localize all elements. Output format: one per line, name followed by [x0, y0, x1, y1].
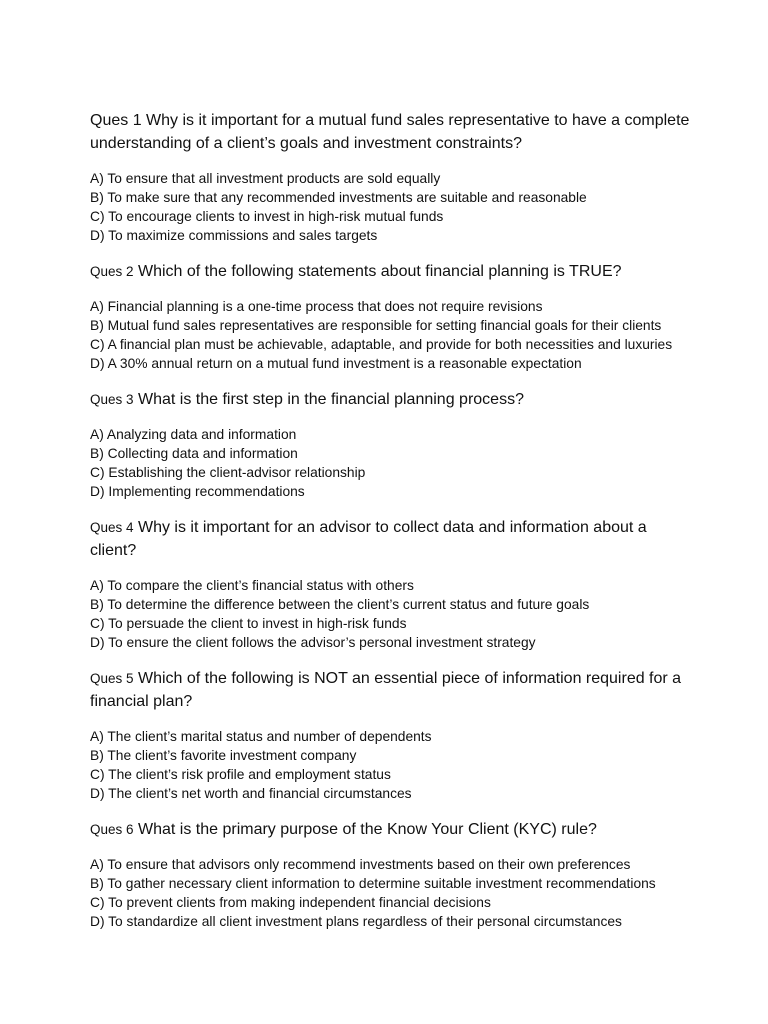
question-5-heading: [90, 667, 690, 713]
question-2-option-d: D) A 30% annual return on a mutual fund investment is a reasonable expectation: [90, 356, 582, 371]
question-4-option-c: C) To persuade the client to invest in high-risk funds: [90, 616, 407, 631]
question-5-option-c: C) The client’s risk profile and employment status: [90, 767, 391, 782]
question-3-options: [90, 425, 690, 501]
question-2-option-a: A) Financial planning is a one-time process that does not require revisions: [90, 299, 543, 314]
question-1-option-b: B) To make sure that any recommended investments are suitable and reasonable: [90, 190, 587, 205]
question-6-options: [90, 855, 690, 931]
question-4-heading: [90, 516, 690, 562]
question-1-prefix: Ques 1: [90, 112, 142, 129]
question-2-prefix: Ques 2: [90, 264, 134, 279]
question-4-option-d: D) To ensure the client follows the advisor’s personal investment strategy: [90, 635, 536, 650]
question-5-option-a: A) The client’s marital status and number of dependents: [90, 729, 432, 744]
question-3-option-b: B) Collecting data and information: [90, 446, 298, 461]
question-3: [90, 388, 690, 501]
question-6-option-d: D) To standardize all client investment plans regardless of their personal circumstances: [90, 914, 622, 929]
question-3-option-c: C) Establishing the client-advisor relationship: [90, 465, 366, 480]
question-6-prefix: Ques 6: [90, 822, 134, 837]
question-1-heading: [90, 109, 690, 155]
question-6-option-a: A) To ensure that advisors only recommend investments based on their own preferences: [90, 857, 631, 872]
question-5-option-b: B) The client’s favorite investment company: [90, 748, 357, 763]
question-3-option-d: D) Implementing recommendations: [90, 484, 305, 499]
question-1-option-c: C) To encourage clients to invest in high-risk mutual funds: [90, 209, 444, 224]
question-6-option-b: B) To gather necessary client information to determine suitable investment recommendations: [90, 876, 656, 891]
question-5-text: Which of the following is NOT an essential piece of information required for a financial plan?: [90, 670, 682, 710]
question-6-text: What is the primary purpose of the Know Your Client (KYC) rule?: [137, 821, 597, 838]
question-2-heading: [90, 260, 690, 283]
question-3-heading: [90, 388, 690, 411]
question-6: [90, 818, 690, 931]
question-2: [90, 260, 690, 373]
question-3-prefix: Ques 3: [90, 392, 134, 407]
question-2-option-c: C) A financial plan must be achievable, adaptable, and provide for both necessities and luxuries: [90, 337, 673, 352]
question-1-options: [90, 169, 690, 245]
question-5-option-d: D) The client’s net worth and financial circumstances: [90, 786, 412, 801]
question-5: [90, 667, 690, 803]
question-1-option-d: D) To maximize commissions and sales targets: [90, 228, 378, 243]
question-4-prefix: Ques 4: [90, 520, 134, 535]
question-4-option-b: B) To determine the difference between the client’s current status and future goals: [90, 597, 590, 612]
question-4-option-a: A) To compare the client’s financial status with others: [90, 578, 414, 593]
question-4-text: Why is it important for an advisor to collect data and information about a client?: [90, 519, 647, 559]
question-2-option-b: B) Mutual fund sales representatives are responsible for setting financial goals for their clients: [90, 318, 662, 333]
question-6-heading: [90, 818, 690, 841]
question-3-text: What is the first step in the financial planning process?: [137, 391, 524, 408]
question-6-option-c: C) To prevent clients from making independent financial decisions: [90, 895, 491, 910]
question-3-option-a: A) Analyzing data and information: [90, 427, 297, 442]
question-1-option-a: A) To ensure that all investment products are sold equally: [90, 171, 441, 186]
question-2-text: Which of the following statements about financial planning is TRUE?: [137, 263, 622, 280]
question-1-text: Why is it important for a mutual fund sales representative to have a complete understanding of a client’s goals and investment constraints?: [90, 112, 690, 152]
question-4-options: [90, 576, 690, 652]
question-5-prefix: Ques 5: [90, 671, 134, 686]
question-4: [90, 516, 690, 652]
question-5-options: [90, 727, 690, 803]
question-1: [90, 109, 690, 245]
question-2-options: [90, 297, 690, 373]
